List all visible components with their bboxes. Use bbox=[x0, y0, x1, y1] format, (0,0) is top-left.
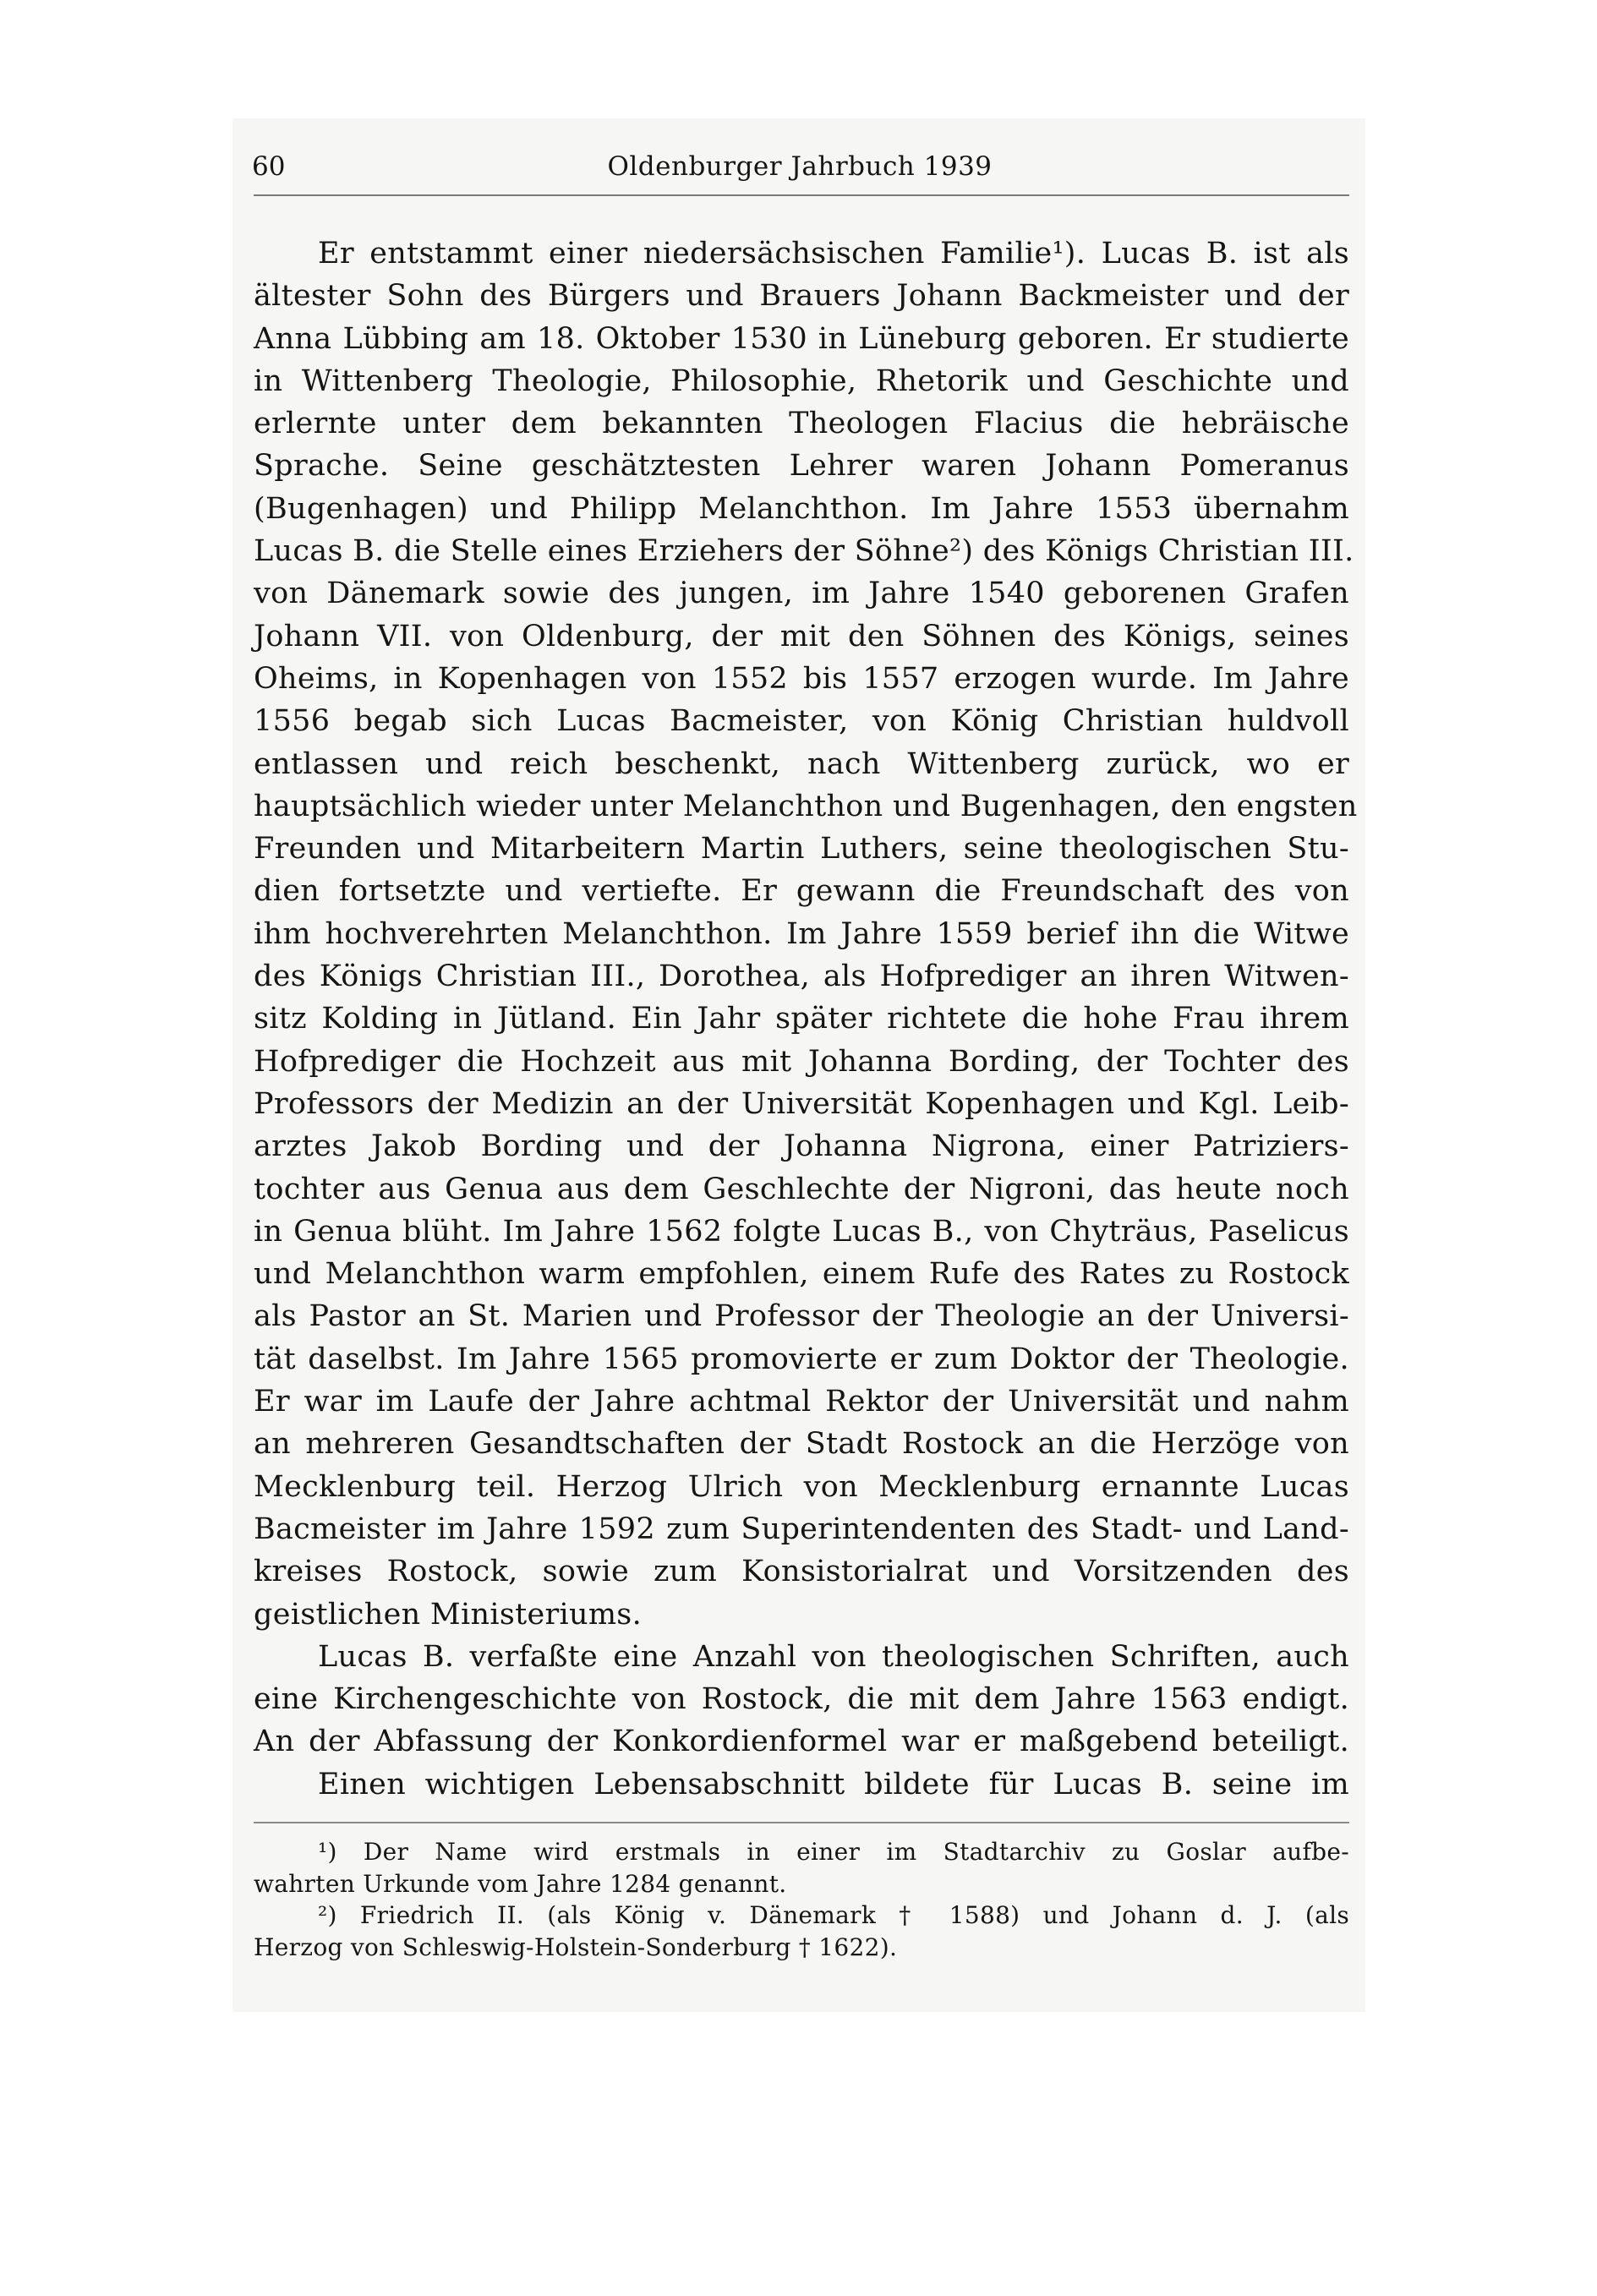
text-line: ältester Sohn des Bürgers und Brauers Johann Backmeister und der bbox=[254, 279, 1349, 314]
text-line: Er war im Laufe der Jahre achtmal Rektor der Universität und nahm bbox=[254, 1385, 1349, 1419]
text-line: ihm hochverehrten Melanchthon. Im Jahre 1559 berief ihn die Witwe bbox=[254, 916, 1349, 951]
text-line: und Melanchthon warm empfohlen, einem Rufe des Rates zu Rostock bbox=[254, 1257, 1349, 1292]
text-line: erlernte unter dem bekannten Theologen Flacius die hebräische bbox=[254, 407, 1349, 441]
text-line: sitz Kolding in Jütland. Ein Jahr später richtete die hohe Frau ihrem bbox=[254, 1002, 1349, 1036]
text-line: Oheims, in Kopenhagen von 1552 bis 1557 erzogen wurde. Im Jahre bbox=[254, 661, 1349, 696]
text-line: Sprache. Seine geschätztesten Lehrer waren Johann Pomeranus bbox=[254, 449, 1349, 484]
text-line: Bacmeister im Jahre 1592 zum Superintendenten des Stadt- und Land- bbox=[254, 1512, 1349, 1546]
footnotes bbox=[254, 1836, 1349, 1963]
text-line: hauptsächlich wieder unter Melanchthon und Bugenhagen, den engsten bbox=[254, 789, 1358, 823]
text-line: Lucas B. verfaßte eine Anzahl von theologischen Schriften, auch bbox=[318, 1639, 1349, 1674]
text-line: tochter aus Genua aus dem Geschlechte der Nigroni, das heute noch bbox=[254, 1172, 1349, 1206]
text-line: 1556 begab sich Lucas Bacmeister, von König Christian huldvoll bbox=[254, 704, 1349, 739]
footnote-rule bbox=[254, 1822, 1349, 1823]
text-line: Lucas B. die Stelle eines Erziehers der Söhne²) des Königs Christian III. bbox=[254, 534, 1354, 569]
footnote-line: ²) Friedrich II. (als König v. Dänemark † 1588) und Johann d. J. (als bbox=[318, 1901, 1349, 1929]
text-line: Freunden und Mitarbeitern Martin Luthers, seine theologischen Stu- bbox=[254, 832, 1349, 866]
footnote-line: Herzog von Schleswig-Holstein-Sonderburg † 1622). bbox=[254, 1932, 898, 1961]
page-header bbox=[252, 145, 1348, 188]
header-rule bbox=[254, 194, 1349, 196]
text-line: an mehreren Gesandtschaften der Stadt Rostock an die Herzöge von bbox=[254, 1427, 1349, 1462]
text-line: Einen wichtigen Lebensabschnitt bildete für Lucas B. seine im bbox=[318, 1767, 1349, 1801]
text-line: Er entstammt einer niedersächsischen Familie¹). Lucas B. ist als bbox=[318, 237, 1349, 271]
text-line: in Genua blüht. Im Jahre 1562 folgte Lucas B., von Chyträus, Paselicus bbox=[254, 1214, 1349, 1249]
footnote-line: ¹) Der Name wird erstmals in einer im Stadtarchiv zu Goslar aufbe- bbox=[318, 1838, 1349, 1866]
page-number: 60 bbox=[252, 151, 286, 182]
text-line: eine Kirchengeschichte von Rostock, die mit dem Jahre 1563 endigt. bbox=[254, 1682, 1349, 1717]
running-title: Oldenburger Jahrbuch 1939 bbox=[607, 151, 993, 182]
text-line: arztes Jakob Bording und der Johanna Nigrona, einer Patriziers- bbox=[254, 1129, 1349, 1164]
text-line: Anna Lübbing am 18. Oktober 1530 in Lüneburg geboren. Er studierte bbox=[254, 321, 1349, 356]
footnote-line: wahrten Urkunde vom Jahre 1284 genannt. bbox=[254, 1869, 787, 1898]
text-line: Hofprediger die Hochzeit aus mit Johanna Bording, der Tochter des bbox=[254, 1044, 1349, 1079]
text-line: geistlichen Ministeriums. bbox=[254, 1597, 642, 1632]
text-line: von Dänemark sowie des jungen, im Jahre 1540 geborenen Grafen bbox=[254, 577, 1349, 611]
text-line: tät daselbst. Im Jahre 1565 promovierte er zum Doktor der Theologie. bbox=[254, 1342, 1349, 1376]
text-line: (Bugenhagen) und Philipp Melanchthon. Im Jahre 1553 übernahm bbox=[254, 491, 1349, 526]
text-line: in Wittenberg Theologie, Philosophie, Rhetorik und Geschichte und bbox=[254, 364, 1349, 398]
text-line: des Königs Christian III., Dorothea, als Hofprediger an ihren Witwen- bbox=[254, 959, 1349, 994]
text-line: dien fortsetzte und vertiefte. Er gewann die Freundschaft des von bbox=[254, 874, 1349, 909]
text-line: Mecklenburg teil. Herzog Ulrich von Mecklenburg ernannte Lucas bbox=[254, 1469, 1349, 1504]
text-line: kreises Rostock, sowie zum Konsistorialrat und Vorsitzenden des bbox=[254, 1555, 1349, 1589]
text-line: An der Abfassung der Konkordienformel war er maßgebend beteiligt. bbox=[254, 1725, 1349, 1759]
text-line: Johann VII. von Oldenburg, der mit den Söhnen des Königs, seines bbox=[254, 619, 1349, 653]
text-line: entlassen und reich beschenkt, nach Wittenberg zurück, wo er bbox=[254, 746, 1349, 781]
text-line: Professors der Medizin an der Universität Kopenhagen und Kgl. Leib- bbox=[254, 1086, 1349, 1121]
main-text bbox=[254, 232, 1358, 1806]
text-line: als Pastor an St. Marien und Professor der Theologie an der Universi- bbox=[254, 1299, 1349, 1334]
